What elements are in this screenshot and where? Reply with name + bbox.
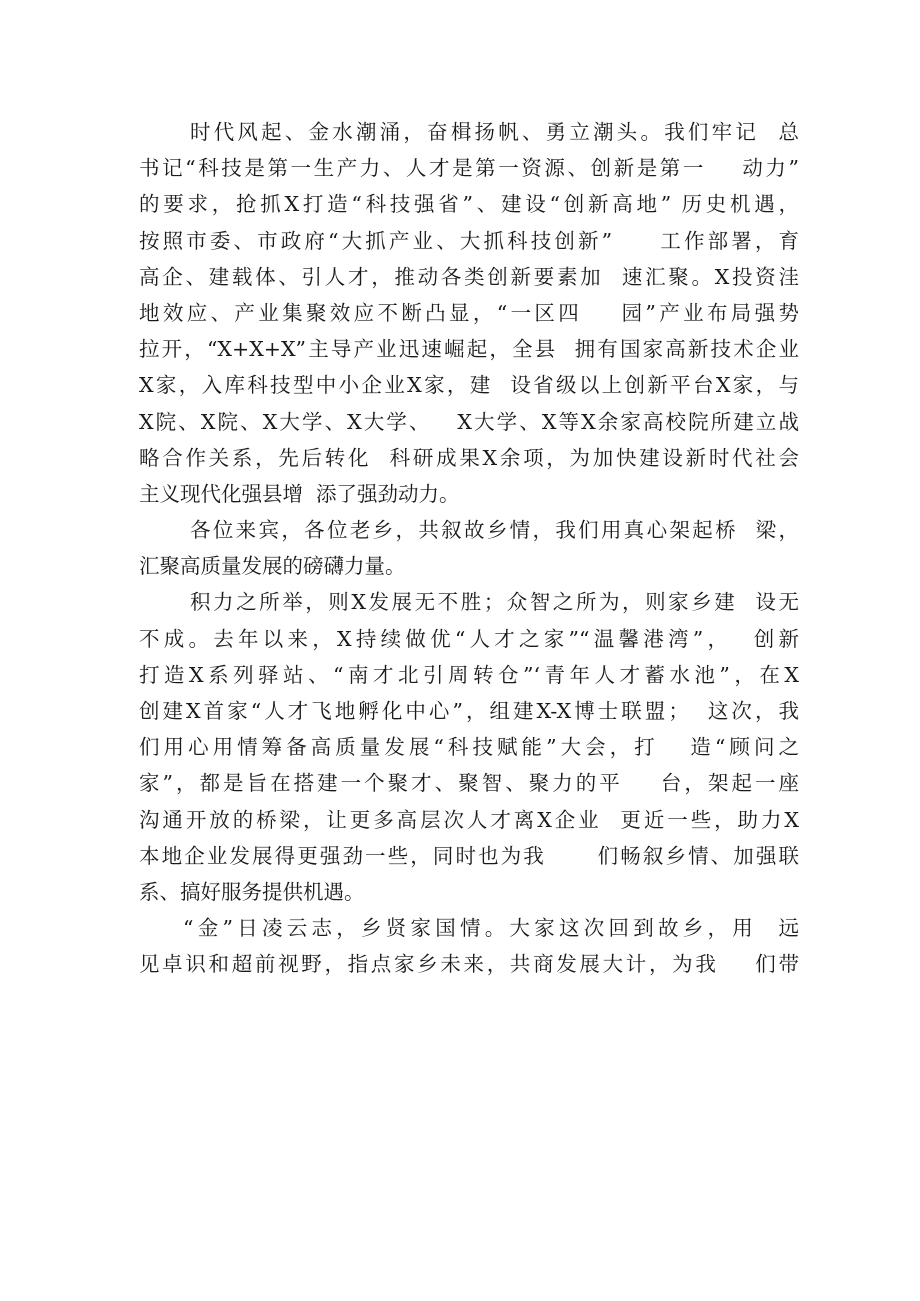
text-line: 见卓识和超前视野，指点家乡未来，共商发展大计，为我 们带 xyxy=(139,952,799,977)
paragraph-1 xyxy=(139,114,799,512)
text-line: 本地企业发展得更强劲一些，同时也为我 们畅叙乡情、加强联 xyxy=(139,843,799,868)
text-line: 创建X首家“人才飞地孵化中心”，组建X-X博士联盟； 这次，我 xyxy=(139,699,799,723)
text-line: 主义现代化强县增 添了强劲动力。 xyxy=(139,481,460,506)
text-line: 时代风起、金水潮涌，奋楫扬帆、勇立潮头。我们牢记 总 xyxy=(190,120,799,144)
text-line: 打造X系列驿站、“南才北引周转仓”‘青年人才蓄水池”，在X xyxy=(139,662,799,687)
text-line: 的要求，抢抓X打造“科技强省”、建设“创新高地” 历史机遇， xyxy=(139,192,799,217)
text-line: 沟通开放的桥梁，让更多高层次人才离X企业 更近一些，助力X xyxy=(139,807,799,832)
text-line: 拉开，“X+X+X”主导产业迅速崛起，全县 拥有国家高新技术企业 xyxy=(139,337,799,362)
paragraph-3 xyxy=(139,584,799,910)
text-line: 书记“科技是第一生产力、人才是第一资源、创新是第一 动力” xyxy=(139,156,799,181)
text-line: 各位来宾，各位老乡，共叙故乡情，我们用真心架起桥 梁， xyxy=(190,518,799,543)
text-line: 系、搞好服务提供机遇。 xyxy=(139,879,365,904)
text-line: 家”，都是旨在搭建一个聚才、聚智、聚力的平 台，架起一座 xyxy=(139,771,799,796)
paragraph-2 xyxy=(139,512,799,584)
text-line: 地效应、产业集聚效应不断凸显，“一区四 园”产业布局强势 xyxy=(139,300,799,325)
text-line: X院、X院、X大学、X大学、 X大学、X等X余家高校院所建立战 xyxy=(139,409,799,434)
text-line: 汇聚高质量发展的磅礴力量。 xyxy=(139,554,406,579)
document-body xyxy=(139,114,799,983)
paragraph-4 xyxy=(139,910,799,982)
text-line: 积力之所举，则X发展无不胜；众智之所为，则家乡建 设无 xyxy=(190,590,799,615)
text-line: X家，入库科技型中小企业X家，建 设省级以上创新平台X家，与 xyxy=(139,373,799,398)
text-line: 按照市委、市政府“大抓产业、大抓科技创新” 工作部署，育 xyxy=(139,228,799,253)
text-line: 们用心用情筹备高质量发展“科技赋能”大会，打 造“顾问之 xyxy=(139,735,799,760)
text-line: 略合作关系，先后转化 科研成果X余项，为加快建设新时代社会 xyxy=(139,445,799,470)
text-line: “金”日凌云志，乡贤家国情。大家这次回到故乡，用 远 xyxy=(183,916,799,941)
text-line: 高企、建载体、引人才，推动各类创新要素加 速汇聚。X投资洼 xyxy=(139,264,799,289)
text-line: 不成。去年以来，X持续做优“人才之家”“温馨港湾”， 创新 xyxy=(139,626,799,651)
